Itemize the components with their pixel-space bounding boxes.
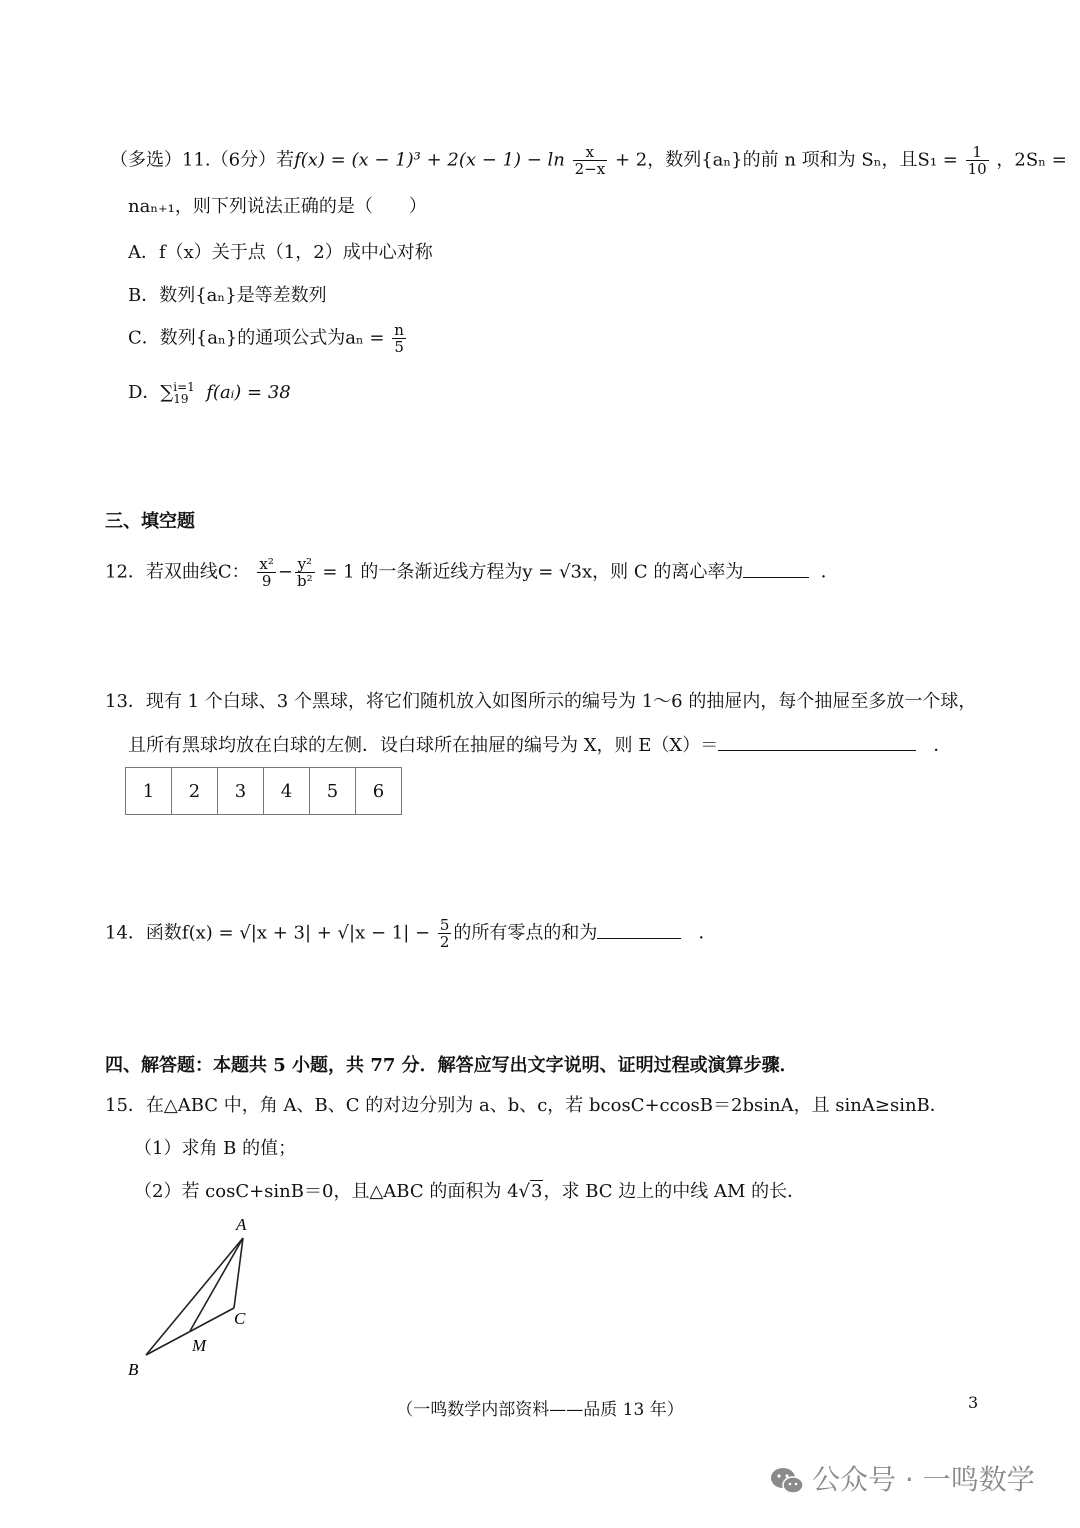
q11-c-den: 5 <box>394 338 404 356</box>
q15-part2-radicand: 3 <box>531 1181 543 1202</box>
q11-d-sup: i=1 <box>173 380 195 394</box>
q11-option-c-fraction <box>392 322 406 355</box>
q12-line <box>105 556 839 589</box>
q14-rest: 的所有零点的和为 <box>453 922 598 944</box>
section-4-title: 四、解答题：本题共 5 小题，共 77 分．解答应写出文字说明、证明过程或演算步骤． <box>105 1055 798 1076</box>
drawer-1: 1 <box>126 768 172 815</box>
page-number: 3 <box>968 1393 979 1412</box>
q11-option-d <box>128 378 291 405</box>
q11-d-sub: 19 <box>173 392 189 406</box>
q12-y-den: b² <box>297 572 313 590</box>
q11-frac-den: 2−x <box>574 160 606 178</box>
label-a: A <box>236 1215 247 1234</box>
q12-x-den: 9 <box>261 572 272 590</box>
q11-after-frac: + 2，数列{aₙ}的前 n 项和为 Sₙ，且S₁ = <box>614 149 958 171</box>
q11-frac-num: x <box>573 144 608 161</box>
triangle-figure <box>120 1210 270 1380</box>
q12-prefix: 12．若双曲线C： <box>105 561 250 583</box>
q14-den: 2 <box>439 933 450 951</box>
q11-line1 <box>110 144 1067 177</box>
watermark-text: 公众号 · 一鸣数学 <box>812 1463 1035 1496</box>
q13-line2-text: 且所有黑球均放在白球的左侧．设白球所在抽屉的编号为 X，则 E（X）＝ <box>128 735 719 756</box>
q12-y-num: y² <box>295 556 315 573</box>
q11-s1-den: 10 <box>967 160 987 178</box>
q14-end: ． <box>698 922 717 944</box>
q11-option-b: B．数列{aₙ}是等差数列 <box>128 285 327 306</box>
drawer-4: 4 <box>264 768 310 815</box>
q15-part2 <box>134 1179 805 1205</box>
drawer-5: 5 <box>310 768 356 815</box>
q13-end: ． <box>933 735 952 756</box>
q12-answer-blank[interactable] <box>743 559 809 578</box>
footer-text: （一鸣数学内部资料——品质 13 年） <box>396 1400 684 1420</box>
q13-line1: 13．现有 1 个白球、3 个黑球，将它们随机放入如图所示的编号为 1～6 的抽屉内，每个抽屉至多放一个球， <box>105 691 977 712</box>
q12-x-num: x² <box>259 555 274 573</box>
q11-option-d-tail: f(aᵢ) = 38 <box>206 382 291 403</box>
q11-tail: ，2Sₙ = <box>996 149 1067 171</box>
label-m: M <box>192 1336 207 1355</box>
q12-end: ． <box>820 561 839 583</box>
drawer-6: 6 <box>356 768 402 815</box>
q15-part2-c: ，求 BC 边上的中线 AM 的长． <box>543 1181 806 1202</box>
q14-fraction <box>438 917 452 950</box>
q12-rest: = 1 的一条渐近线方程为y = √3x，则 C 的离心率为 <box>322 561 744 583</box>
drawer-2: 2 <box>172 768 218 815</box>
q11-s1-fraction <box>966 144 989 177</box>
wechat-icon <box>770 1467 804 1495</box>
drawer-3: 3 <box>218 768 264 815</box>
drawer-table <box>125 767 402 815</box>
q14-prefix: 14．函数f(x) = √|x + 3| + √|x − 1| − <box>105 922 431 944</box>
q14-num: 5 <box>439 916 450 934</box>
q12-y-fraction <box>295 556 315 589</box>
q11-option-a: A．f（x）关于点（1，2）成中心对称 <box>128 242 433 263</box>
q15-line1: 15．在△ABC 中，角 A、B、C 的对边分别为 a、b、c，若 bcosC+ccosB＝2bsinA，且 sinA≥sinB． <box>105 1095 948 1116</box>
edge-ac <box>234 1238 243 1308</box>
q13-answer-blank[interactable] <box>718 732 916 751</box>
q11-c-num: n <box>394 321 404 339</box>
q12-minus: − <box>277 561 293 583</box>
q14-line <box>105 917 717 950</box>
label-c: C <box>234 1309 246 1328</box>
q11-func: f(x) = (x − 1)³ + 2(x − 1) − ln <box>294 149 565 171</box>
q12-x-fraction <box>257 556 275 589</box>
q15-part2-a: （2）若 cosC+sinB＝0，且△ABC 的面积为 4 <box>134 1181 519 1202</box>
q11-prefix: （多选）11.（6分）若 <box>110 149 295 171</box>
q11-option-d-sigma: D．∑ <box>128 382 174 403</box>
edge-bc <box>146 1308 234 1355</box>
q11-option-c-text: C．数列{aₙ}的通项公式为aₙ = <box>128 327 385 349</box>
watermark <box>770 1458 1035 1498</box>
q11-fraction <box>573 144 608 177</box>
q15-part1: （1）求角 B 的值； <box>134 1138 297 1159</box>
q13-line2 <box>128 732 951 759</box>
q11-s1-num: 1 <box>966 144 989 161</box>
section-3-title: 三、填空题 <box>105 511 195 532</box>
q14-answer-blank[interactable] <box>597 920 681 939</box>
label-b: B <box>128 1360 139 1379</box>
q11-line2: naₙ₊₁，则下列说法正确的是（ ） <box>128 196 427 217</box>
q11-option-c <box>128 322 408 355</box>
sqrt-sign: √ <box>518 1181 531 1202</box>
